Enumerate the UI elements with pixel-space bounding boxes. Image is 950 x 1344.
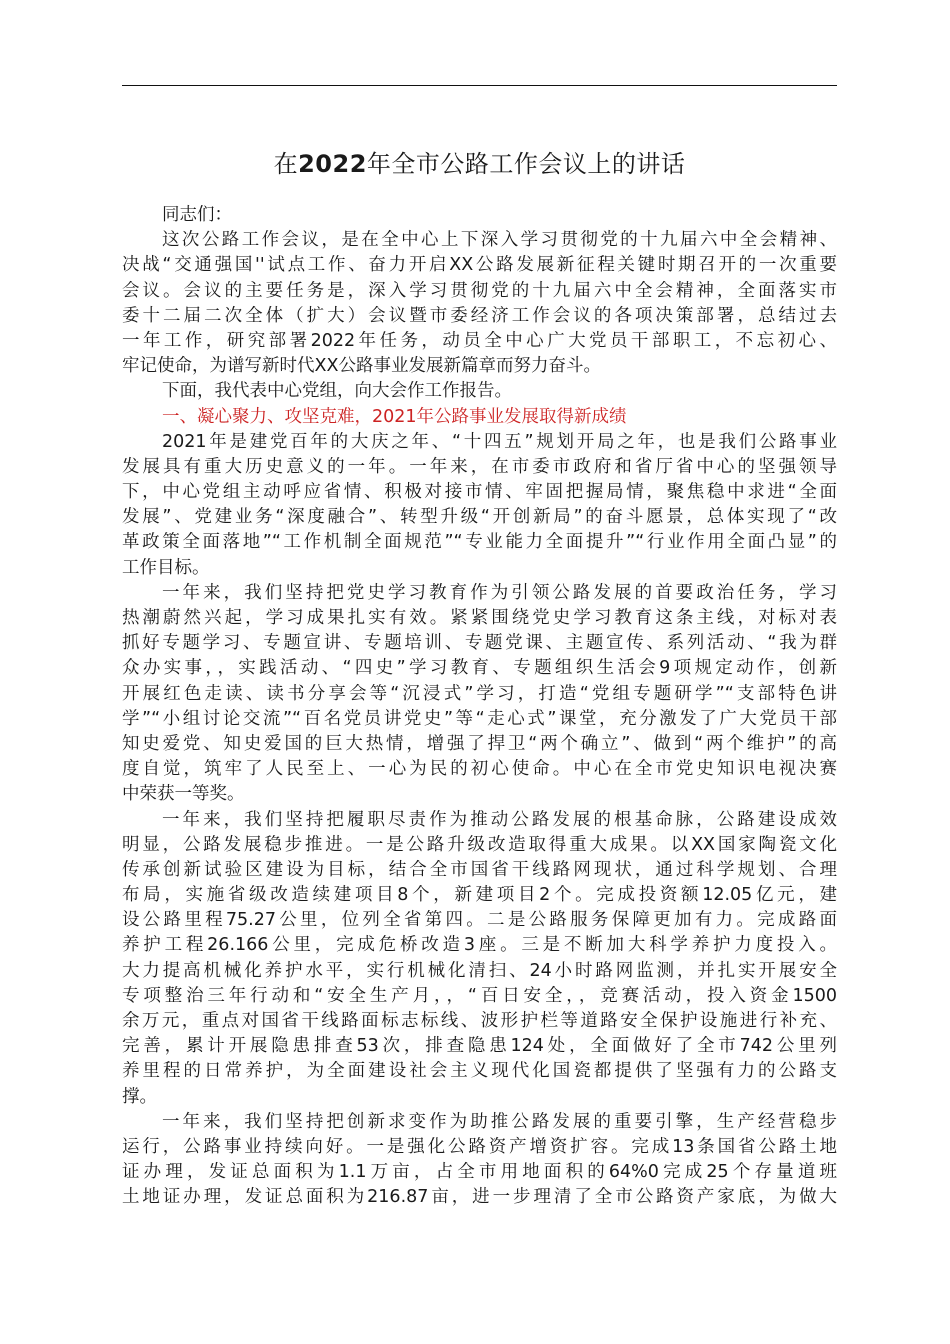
body-line: 专项整治三年行动和“安全生产月，，“百日安全，，竞赛活动，投入资金1500 — [122, 985, 837, 1006]
body-line: 运行，公路事业持续向好。一是强化公路资产增资扩容。完成13条国省公路土地 — [122, 1136, 837, 1157]
body-line: 一年来，我们坚持把创新求变作为助推公路发展的重要引擎，生产经营稳步 — [162, 1111, 837, 1132]
document-body — [122, 203, 837, 1211]
body-line: 知史爱党、知史爱国的巨大热情，增强了捍卫“两个确立”、做到“两个维护”的高 — [122, 733, 837, 754]
body-line: 中荣获一等奖。 — [122, 784, 245, 805]
body-line: 抓好专题学习、专题宣讲、专题培训、专题党课、主题宣传、系列活动、“我为群 — [122, 633, 837, 654]
body-line: 工作目标。 — [122, 557, 210, 578]
body-line: 决战“交通强国''试点工作、奋力开启XX公路发展新征程关键时期召开的一次重要 — [122, 255, 837, 276]
body-line: 发展”、党建业务“深度融合”、转型升级“开创新局”的奋斗愿景，总体实现了“改 — [122, 507, 837, 528]
section-heading: 一、凝心聚力、攻坚克难，2021年公路事业发展取得新成绩 — [162, 406, 627, 427]
header-rule — [122, 85, 837, 86]
body-line: 大力提高机械化养护水平，实行机械化清扫、24小时路网监测，并扎实开展安全 — [122, 960, 837, 981]
body-line: 众办实事，，实践活动、“四史”学习教育、专题组织生活会9项规定动作，创新 — [122, 658, 837, 679]
body-line: 牢记使命，为谱写新时代XX公路事业发展新篇章而努力奋斗。 — [122, 356, 601, 377]
body-line: 证办理，发证总面积为1.1万亩，占全市用地面积的64%0完成25个存量道班 — [122, 1162, 837, 1183]
title-year: 2022 — [298, 150, 367, 178]
body-line: 一年来，我们坚持把履职尽责作为推动公路发展的根基命脉，公路建设成效 — [162, 809, 837, 830]
body-line: 会议。会议的主要任务是，深入学习贯彻党的十九届六中全会精神，全面落实市 — [122, 280, 837, 301]
body-line: 养护工程26.166公里，完成危桥改造3座。三是不断加大科学养护力度投入。 — [122, 935, 837, 956]
body-line: 同志们： — [162, 205, 232, 225]
body-line: 热潮蔚然兴起，学习成果扎实有效。紧紧围绕党史学习教育这条主线，对标对表 — [122, 608, 837, 628]
body-line: 下面，我代表中心党组，向大会作工作报告。 — [162, 381, 512, 402]
body-line: 发展具有重大历史意义的一年。一年来，在市委市政府和省厅省中心的坚强领导 — [122, 456, 837, 477]
body-line: 革政策全面落地”“工作机制全面规范”“专业能力全面提升”“行业作用全面凸显”的 — [122, 532, 837, 553]
body-line: 下，中心党组主动呼应省情、积极对接市情、牢固把握局情，聚焦稳中求进“全面 — [122, 482, 837, 503]
title-prefix: 在 — [273, 150, 299, 178]
body-line: 委十二届二次全体（扩大）会议暨市委经济工作会议的各项决策部署，总结过去 — [122, 305, 837, 326]
body-line: 余万元，重点对国省干线路面标志标线、波形护栏等道路安全保护设施进行补充、 — [122, 1011, 837, 1031]
body-line: 土地证办理，发证总面积为216.87亩，进一步理清了全市公路资产家底，为做大 — [122, 1187, 837, 1208]
body-line: 开展红色走读、读书分享会等“沉浸式”学习，打造“党组专题研学”“支部特色讲 — [122, 683, 837, 704]
title-suffix: 年全市公路工作会议上的讲话 — [366, 150, 686, 178]
body-line: 这次公路工作会议，是在全中心上下深入学习贯彻党的十九届六中全会精神、 — [162, 230, 837, 251]
body-line: 养里程的日常养护，为全面建设社会主义现代化国瓷都提供了坚强有力的公路支 — [122, 1061, 837, 1082]
body-line: 2021年是建党百年的大庆之年、“十四五”规划开局之年，也是我们公路事业 — [162, 431, 837, 452]
body-line: 撑。 — [122, 1086, 157, 1107]
body-line: 完善，累计开展隐患排查53次，排查隐患124处，全面做好了全市742公里列 — [122, 1036, 837, 1057]
body-line: 度自觉，筑牢了人民至上、一心为民的初心使命。中心在全市党史知识电视决赛 — [122, 759, 837, 780]
body-line: 一年来，我们坚持把党史学习教育作为引领公路发展的首要政治任务，学习 — [162, 582, 837, 603]
body-line: 布局，实施省级改造续建项目8个，新建项目2个。完成投资额12.05亿元，建 — [122, 885, 837, 906]
body-line: 一年工作，研究部署2022年任务，动员全中心广大党员干部职工，不忘初心、 — [122, 330, 837, 351]
body-line: 设公路里程75.27公里，位列全省第四。二是公路服务保障更加有力。完成路面 — [122, 910, 837, 931]
body-line: 明显，公路发展稳步推进。一是公路升级改造取得重大成果。以XX国家陶瓷文化 — [122, 834, 837, 855]
body-line: 传承创新试验区建设为目标，结合全市国省干线路网现状，通过科学规划、合理 — [122, 859, 837, 880]
body-line: 学”“小组讨论交流”“百名党员讲党史”等“走心式”课堂，充分激发了广大党员干部 — [122, 708, 837, 729]
document-title — [122, 146, 837, 182]
